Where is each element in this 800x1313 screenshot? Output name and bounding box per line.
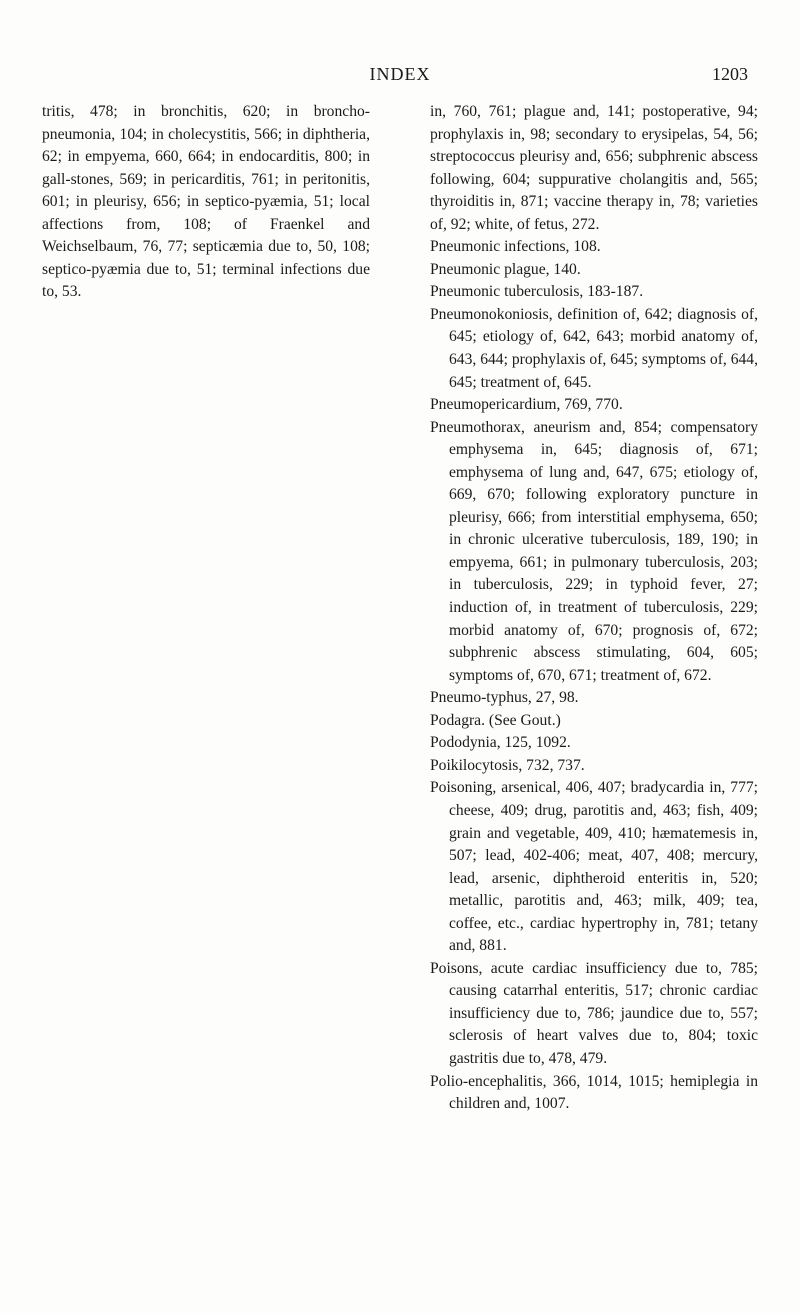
index-entry: Pneumopericardium, 769, 770. [430,396,623,414]
index-entry: Pneumonic plague, 140. [430,260,581,278]
running-head [0,64,800,90]
page-number: 1203 [712,64,748,84]
index-entry: Pneumothorax, aneurism and, 854; compensatory emphysema in, 645; diagnosis of, 671; emphysema of lung and, 647, 675; etiology of, 669, 670; following exploratory puncture in pleurisy, 666; from interstitial emphysema, 650; in chronic ulcerative tuberculosis, 189, 190; in empyema, 661; in pulmonary tuberculosis, 203; in tuberculosis, 229; in typhoid fever, 27; induction of, in treatment of tuberculosis, 229; morbid anatomy of, 670; prognosis of, 672; subphrenic abscess stimulating, 604, 605; symptoms of, 670, 671; treatment of, 672. [430,418,758,684]
index-entry: Pneumonokoniosis, definition of, 642; diagnosis of, 645; etiology of, 642, 643; morbid anatomy of, 643, 644; prophylaxis of, 645; symptoms of, 644, 645; treatment of, 645. [430,305,758,391]
right-column [430,101,758,1116]
index-entry: Pododynia, 125, 1092. [430,734,571,752]
index-entry: Pneumo-typhus, 27, 98. [430,689,579,707]
index-entry: Poisoning, arsenical, 406, 407; bradycardia in, 777; cheese, 409; drug, parotitis and, 463; fish, 409; grain and vegetable, 409, 410; hæmatemesis in, 507; lead, 402-406; meat, 407, 408; mercury, lead, arsenic, diphtheroid enteritis in, 520; metallic, parotitis and, 463; milk, 409; tea, coffee, etc., cardiac hypertrophy in, 781; tetany and, 881. [430,779,758,955]
running-title: INDEX [369,64,431,84]
index-entry: in, 760, 761; plague and, 141; postoperative, 94; prophylaxis in, 98; secondary to erysipelas, 54, 56; streptococcus pleurisy and, 656; subphrenic abscess following, 604; suppurative cholangitis and, 565; thyroiditis in, 871; vaccine therapy in, 78; varieties of, 92; white, of fetus, 272. [430,103,758,233]
index-entry: Polio-encephalitis, 366, 1014, 1015; hemiplegia in children and, 1007. [430,1072,758,1113]
index-entry: Pneumonic tuberculosis, 183-187. [430,283,644,301]
index-entry: tritis, 478; in bronchitis, 620; in broncho-pneumonia, 104; in cholecystitis, 566; in diphtheria, 62; in empyema, 660, 664; in endocarditis, 800; in gall-stones, 569; in pericarditis, 761; in peritonitis, 601; in pleurisy, 656; in septico-pyæmia, 51; local affections from, 108; of Fraenkel and Weichselbaum, 76, 77; septicæmia due to, 50, 108; septico-pyæmia due to, 51; terminal infections due to, 53. [42,103,370,301]
index-entry: Poisons, acute cardiac insufficiency due to, 785; causing catarrhal enteritis, 517; chronic cardiac insufficiency due to, 786; jaundice due to, 557; sclerosis of heart valves due to, 804; toxic gastritis due to, 478, 479. [430,959,758,1067]
index-entry: Poikilocytosis, 732, 737. [430,756,585,774]
left-column [42,101,370,304]
index-entry: Pneumonic infections, 108. [430,238,601,256]
index-entry: Podagra. (See Gout.) [430,711,561,729]
